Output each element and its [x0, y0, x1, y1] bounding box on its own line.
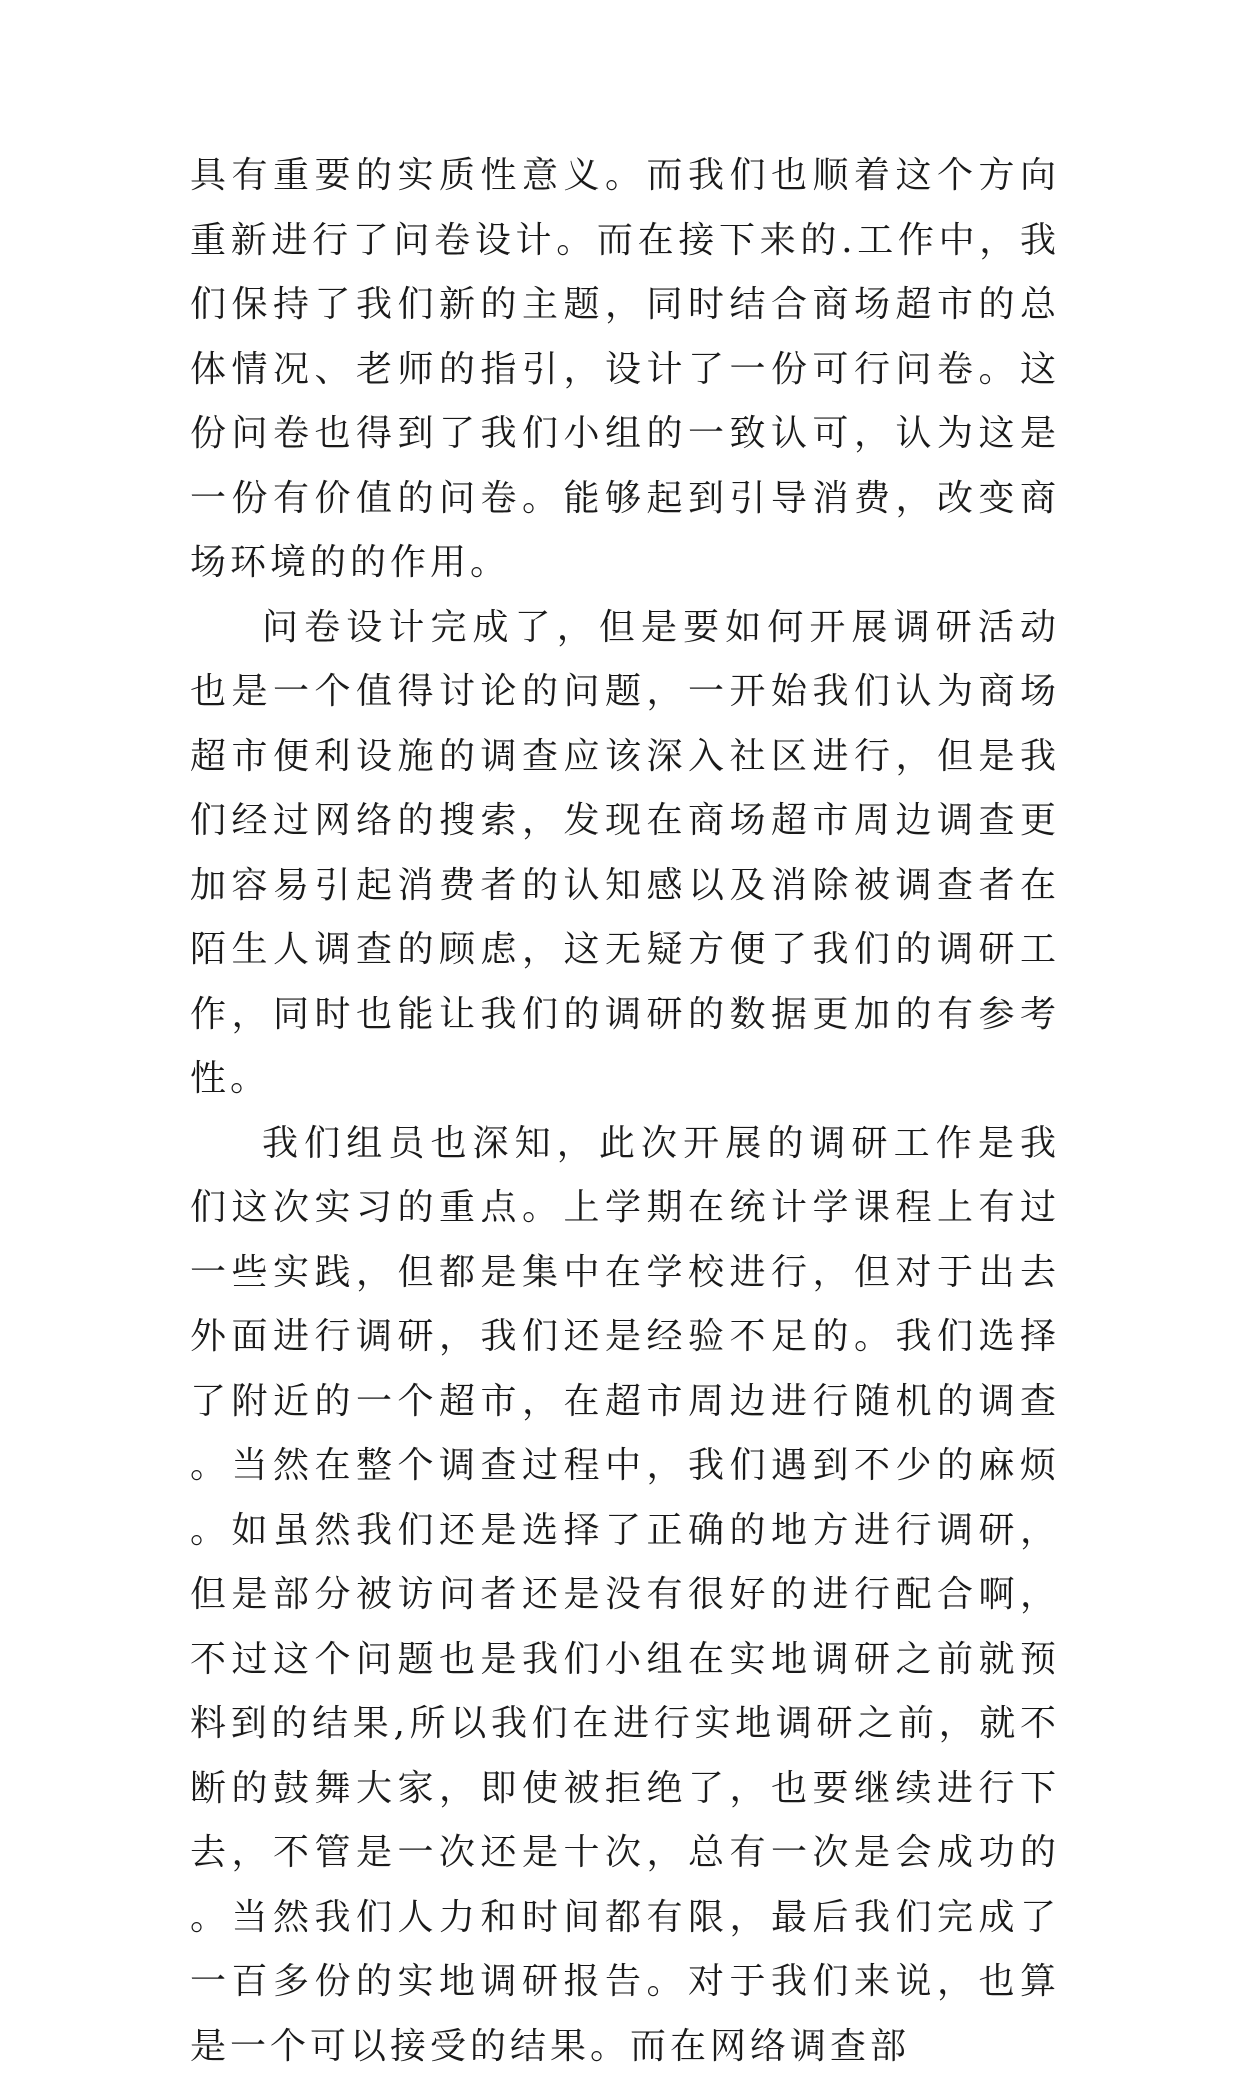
paragraph-1: 具有重要的实质性意义。而我们也顺着这个方向重新进行了问卷设计。而在接下来的.工作中，我们保持了我们新的主题，同时结合商场超市的总体情况、老师的指引，设计了一份可行问卷。这份问卷也得到了我们小组的一致认可，认为这是一份有价值的问卷。能够起到引导消费，改变商场环境的的作用。 [190, 144, 1060, 596]
paragraph-2: 问卷设计完成了，但是要如何开展调研活动也是一个值得讨论的问题，一开始我们认为商场超市便利设施的调查应该深入社区进行，但是我们经过网络的搜索，发现在商场超市周边调查更加容易引起消费者的认知感以及消除被调查者在陌生人调查的顾虑，这无疑方便了我们的调研工作，同时也能让我们的调研的数据更加的有参考性。 [190, 596, 1060, 1112]
document-body [190, 144, 1060, 2079]
paragraph-3: 我们组员也深知，此次开展的调研工作是我们这次实习的重点。上学期在统计学课程上有过一些实践，但都是集中在学校进行，但对于出去外面进行调研，我们还是经验不足的。我们选择了附近的一个超市，在超市周边进行随机的调查。当然在整个调查过程中，我们遇到不少的麻烦。如虽然我们还是选择了正确的地方进行调研，但是部分被访问者还是没有很好的进行配合啊，不过这个问题也是我们小组在实地调研之前就预料到的结果,所以我们在进行实地调研之前，就不断的鼓舞大家，即使被拒绝了，也要继续进行下去，不管是一次还是十次，总有一次是会成功的。当然我们人力和时间都有限，最后我们完成了一百多份的实地调研报告。对于我们来说，也算是一个可以接受的结果。而在网络调查部 [190, 1112, 1060, 2079]
